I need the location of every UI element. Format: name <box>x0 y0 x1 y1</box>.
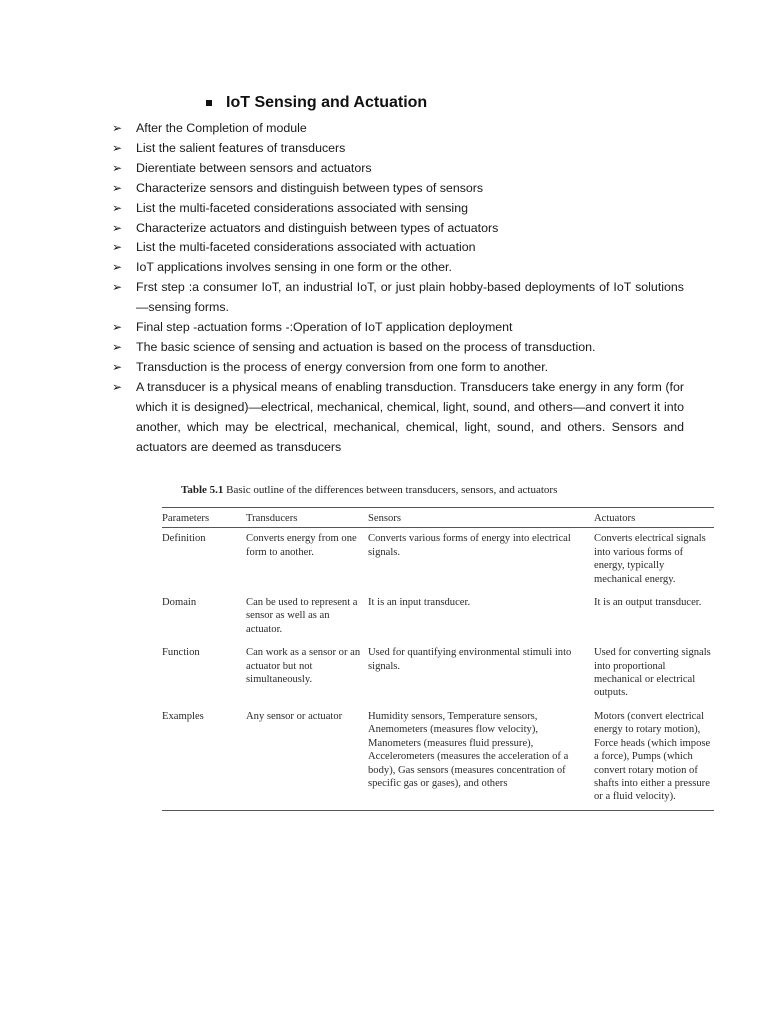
arrow-bullet-icon: ➢ <box>112 240 123 255</box>
table-cell: Any sensor or actuator <box>246 710 343 722</box>
arrow-bullet-icon: ➢ <box>112 280 123 295</box>
bullet-item: ➢ IoT applications involves sensing in one form or the other. <box>112 258 684 278</box>
arrow-bullet-icon: ➢ <box>112 320 123 335</box>
arrow-bullet-icon: ➢ <box>112 140 123 155</box>
column-header-parameters: Parameters <box>162 508 246 528</box>
column-header-sensors: Sensors <box>368 508 594 528</box>
table-caption <box>181 484 557 496</box>
table-row <box>162 592 714 642</box>
bullet-item: ➢ After the Completion of module <box>112 119 684 139</box>
bullet-item: ➢ Final step -actuation forms -:Operation of IoT application deployment <box>112 318 684 338</box>
table-cell: Used for converting signals into proportional mechanical or electrical outputs. <box>594 647 711 699</box>
column-header-transducers: Transducers <box>246 508 368 528</box>
bullet-item: ➢ Characterize actuators and distinguish between types of actuators <box>112 219 684 239</box>
bullet-item: ➢ A transducer is a physical means of enabling transduction. Transducers take energy in any form (for which it is designed)—electrical, mechanical, chemical, light, sound, and others—and convert it into another, which may be electrical, mechanical, chemical, light, sound, and others. Sensors and actuators are deemed as transducers <box>112 379 684 454</box>
square-bullet-icon <box>206 100 212 106</box>
bullet-item: ➢ Transduction is the process of energy conversion from one form to another. <box>112 358 684 378</box>
table-cell: It is an output transducer. <box>594 597 702 609</box>
table-cell: Domain <box>162 597 197 609</box>
table-caption-label: Table 5.1 <box>181 484 224 496</box>
table-cell: Can work as a sensor or an actuator but not simultaneously. <box>246 647 361 686</box>
section-heading <box>206 94 427 112</box>
table-row <box>162 642 714 706</box>
table-cell: Humidity sensors, Temperature sensors, Anemometers (measures flow velocity), Manometers (measures fluid pressure), Accelerometers (measures the acceleration of a body), Gas sensors (measures concentration of specific gas or gases), and others <box>368 710 569 789</box>
arrow-bullet-icon: ➢ <box>112 220 123 235</box>
table-cell: Motors (convert electrical energy to rotary motion), Force heads (which impose a force), Pumps (which convert rotary motion of shafts into either a pressure or a fluid velocity). <box>594 710 711 803</box>
table-cell: It is an input transducer. <box>368 597 471 609</box>
bullet-list <box>112 119 684 457</box>
table-cell: Examples <box>162 710 204 722</box>
table-row <box>162 528 714 592</box>
column-header-actuators: Actuators <box>594 508 714 528</box>
table-caption-text: Basic outline of the differences between transducers, sensors, and actuators <box>223 484 558 496</box>
table-cell: Converts electrical signals into various forms of energy, typically mechanical energy. <box>594 533 706 585</box>
arrow-bullet-icon: ➢ <box>112 260 123 275</box>
table-cell: Definition <box>162 533 206 545</box>
section-heading-text: IoT Sensing and Actuation <box>226 94 428 111</box>
arrow-bullet-icon: ➢ <box>112 180 123 195</box>
arrow-bullet-icon: ➢ <box>112 359 123 374</box>
table-cell: Converts energy from one form to another. <box>246 533 357 558</box>
arrow-bullet-icon: ➢ <box>112 200 123 215</box>
arrow-bullet-icon: ➢ <box>112 121 123 135</box>
bullet-item: ➢ Dierentiate between sensors and actuators <box>112 159 684 179</box>
table-cell: Function <box>162 647 200 659</box>
bullet-item: ➢ List the multi-faceted considerations associated with actuation <box>112 238 684 258</box>
arrow-bullet-icon: ➢ <box>112 339 123 354</box>
bullet-item: ➢ Characterize sensors and distinguish between types of sensors <box>112 179 684 199</box>
arrow-bullet-icon: ➢ <box>112 160 123 175</box>
comparison-table <box>162 507 714 811</box>
bullet-item: ➢ Frst step :a consumer IoT, an industrial IoT, or just plain hobby-based deployments of IoT solutions—sensing forms. <box>112 280 684 315</box>
table-cell: Can be used to represent a sensor as well as an actuator. <box>246 597 358 635</box>
bullet-item: ➢ List the multi-faceted considerations associated with sensing <box>112 199 684 219</box>
arrow-bullet-icon: ➢ <box>112 379 123 394</box>
table-row <box>162 706 714 810</box>
table-cell: Used for quantifying environmental stimuli into signals. <box>368 647 572 672</box>
table-header-row <box>162 508 714 528</box>
bullet-item: ➢ List the salient features of transducers <box>112 139 684 159</box>
bullet-item: ➢ The basic science of sensing and actuation is based on the process of transduction. <box>112 338 684 358</box>
table-cell: Converts various forms of energy into electrical signals. <box>368 533 571 558</box>
